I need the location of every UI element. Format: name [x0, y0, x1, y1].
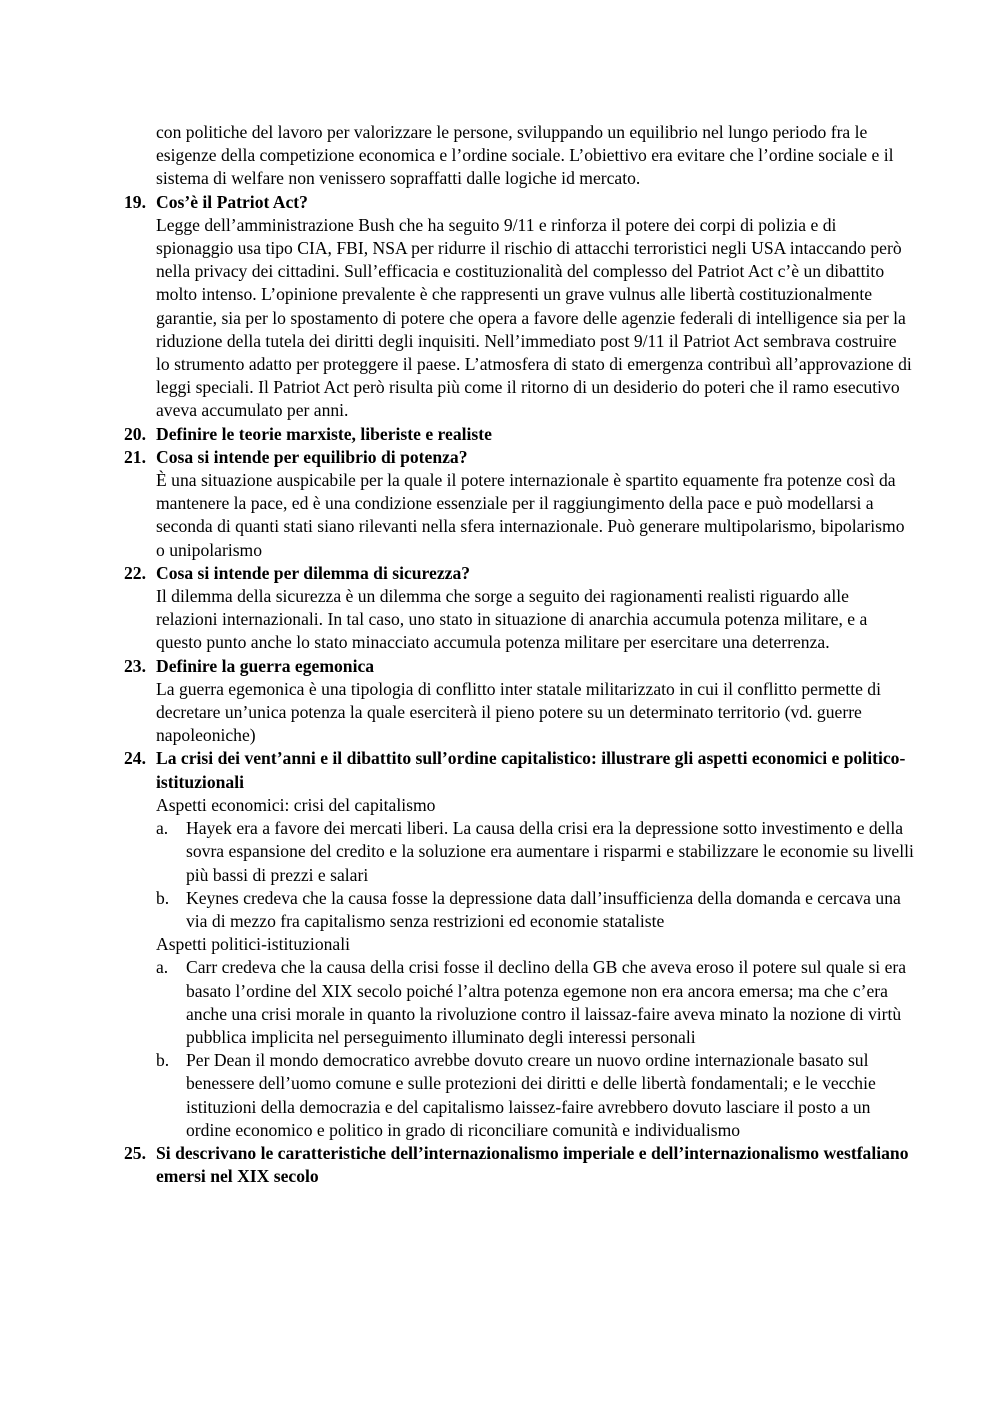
question-number: 22.	[124, 562, 146, 583]
question-24-heading	[124, 747, 914, 793]
question-title: Cosa si intende per dilemma di sicurezza?	[156, 562, 471, 583]
political-aspects-heading: Aspetti politici-istituzionali	[156, 934, 350, 955]
question-22-answer: Il dilemma della sicurezza è un dilemma che sorge a seguito dei ragionamenti realisti riguardo alle relazioni internazionali. In tal caso, uno stato in situazione di anarchia accumula potenza militare, e a questo punto anche lo stato minacciato accumula potenza militare per esercitare una deterrenza.	[156, 586, 868, 653]
list-item-text: Hayek era a favore dei mercati liberi. La causa della crisi era la depressione sotto investimento e della sovra espansione del credito e la soluzione era aumentare i risparmi e stabilizzare le economie su livelli più bassi di prezzi e salari	[186, 818, 914, 885]
question-title: Definire le teorie marxiste, liberiste e realiste	[156, 423, 492, 444]
intro-paragraph: con politiche del lavoro per valorizzare le persone, sviluppando un equilibrio nel lungo periodo fra le esigenze della competizione economica e l’ordine sociale. L’obiettivo era evitare che l’ordine sociale e il sistema di welfare non venissero sopraffatti dalle logiche id mercato.	[156, 122, 894, 189]
political-item-a	[124, 956, 914, 1049]
list-marker: b.	[156, 887, 170, 908]
list-marker: a.	[156, 818, 169, 839]
economic-item-a	[124, 817, 914, 887]
question-21-heading	[124, 446, 914, 469]
document-body	[124, 121, 914, 1188]
question-number: 25.	[124, 1142, 146, 1163]
list-item-text: Carr credeva che la causa della crisi fosse il declino della GB che aveva eroso il potere sul quale si era basato l’ordine del XIX secolo poiché l’altra potenza egemone non era ancora emersa; ma che c’era anche una crisi morale in quanto la rivoluzione contro il laissaz-faire aveva minato la nozione di virtù pubblica implicita nel perseguimento illuminato degli interessi personali	[186, 957, 907, 1047]
question-25-heading	[124, 1142, 914, 1188]
list-marker: a.	[156, 957, 169, 978]
question-23-heading	[124, 655, 914, 678]
question-number: 21.	[124, 446, 146, 467]
economic-item-b	[124, 887, 914, 933]
question-number: 23.	[124, 655, 146, 676]
question-title: Si descrivano le caratteristiche dell’internazionalismo imperiale e dell’internazionalismo westfaliano emersi nel XIX secolo	[156, 1142, 909, 1187]
question-20-heading	[124, 423, 914, 446]
question-21-answer: È una situazione auspicabile per la quale il potere internazionale è spartito equamente fra potenze così da mantenere la pace, ed è una condizione essenziale per il raggiungimento della pace e può modellarsi a seconda di quanti stati siano rilevanti nella sfera internazionale. Può generare multipolarismo, bipolarismo o unipolarismo	[156, 470, 905, 560]
question-title: Cos’è il Patriot Act?	[156, 191, 308, 212]
question-number: 20.	[124, 423, 146, 444]
question-number: 24.	[124, 748, 146, 769]
question-23-answer: La guerra egemonica è una tipologia di conflitto inter statale militarizzato in cui il conflitto permette di decretare un’unica potenza la quale eserciterà il pieno potere su un determinato territorio (vd. guerre napoleoniche)	[156, 678, 881, 746]
list-marker: b.	[156, 1050, 170, 1071]
question-number: 19.	[124, 191, 146, 212]
question-19-heading	[124, 191, 914, 214]
question-title: La crisi dei vent’anni e il dibattito sull’ordine capitalistico: illustrare gli aspetti economici e politico-istituzionali	[156, 748, 906, 792]
question-title: Cosa si intende per equilibrio di potenza?	[156, 446, 468, 467]
economic-aspects-heading: Aspetti economici: crisi del capitalismo	[156, 794, 436, 815]
political-item-b	[124, 1049, 914, 1142]
list-item-text: Keynes credeva che la causa fosse la depressione data dall’insufficienza della domanda e cercava una via di mezzo fra capitalismo senza restrizioni ed economie stataliste	[186, 887, 901, 931]
list-item-text: Per Dean il mondo democratico avrebbe dovuto creare un nuovo ordine internazionale basato sul benessere dell’uomo comune e sulle protezioni dei diritti e delle libertà fondamentali; e le vecchie istituzioni della democrazia e del capitalismo laissez-faire avrebbero dovuto lasciare il posto a un ordine economico e politico in grado di riconciliare comunità e individualismo	[186, 1050, 876, 1140]
question-22-heading	[124, 562, 914, 585]
question-19-answer: Legge dell’amministrazione Bush che ha seguito 9/11 e rinforza il potere dei corpi di polizia e di spionaggio usa tipo CIA, FBI, NSA per ridurre il rischio di attacchi terroristici negli USA intaccando però nella privacy dei cittadini. Sull’efficacia e costituzionalità del complesso del Patriot Act c’è un dibattito molto intenso. L’opinione prevalente è che rappresenti un grave vulnus alle libertà costituzionalmente garantie, sia per lo spostamento di potere che opera a favore delle agenzie federali di intelligence sia per la riduzione della tutela dei diritti degli inquisiti. Nell’immediato post 9/11 il Patriot Act sembrava costruire lo strumento adatto per proteggere il paese. L’atmosfera di stato di emergenza contribuì all’approvazione di leggi speciali. Il Patriot Act però risulta più come il ritorno di un desiderio do poteri che il ramo esecutivo aveva accumulato per anni.	[156, 214, 912, 421]
question-title: Definire la guerra egemonica	[156, 655, 375, 676]
